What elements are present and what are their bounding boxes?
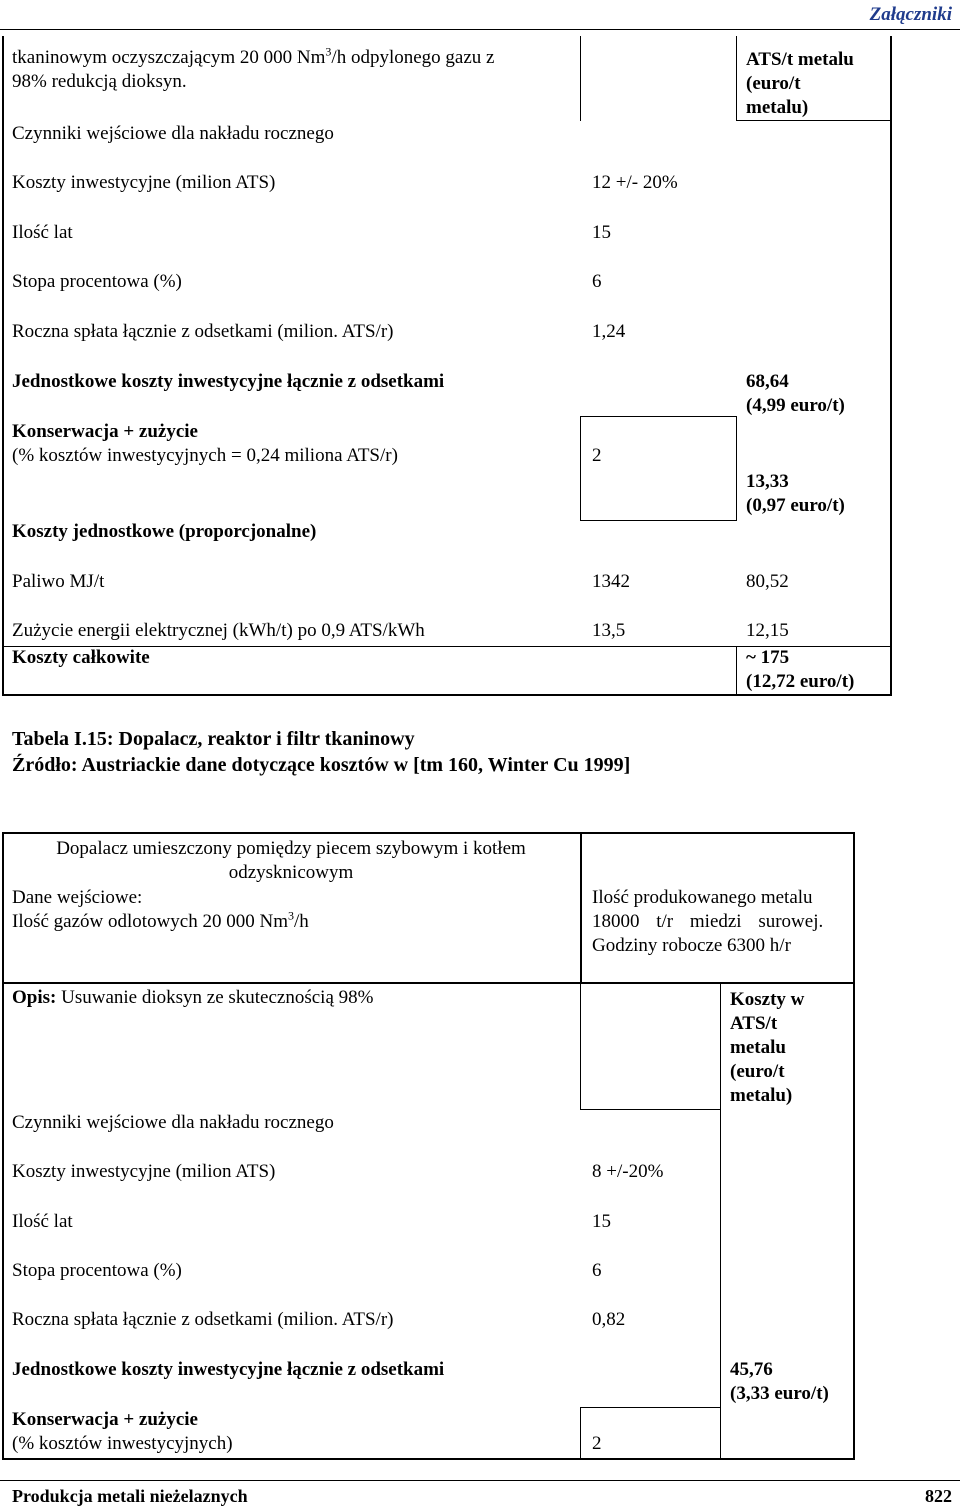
row-value: 6 [592, 271, 602, 292]
total-cost-euro: (12,72 euro/t) [746, 671, 855, 692]
description: Opis: Usuwanie dioksyn ze skutecznością 98% [12, 987, 374, 1008]
production-line-3: Godziny robocze 6300 h/r [592, 935, 791, 956]
row-value: 1,24 [592, 321, 626, 342]
unit-investment-cost: 68,64 [746, 371, 789, 392]
cost-header-4: (euro/t [730, 1061, 785, 1082]
row-label: Roczna spłata łącznie z odsetkami (milion. ATS/r) [12, 321, 394, 342]
unit-investment-label: Jednostkowe koszty inwestycyjne łącznie z odsetkami [12, 1359, 445, 1380]
unit-investment-label: Jednostkowe koszty inwestycyjne łącznie z odsetkami [12, 371, 445, 392]
intro-line-2: 98% redukcją dioksyn. [12, 71, 187, 92]
footer-rule [0, 1480, 960, 1481]
table-source: Źródło: Austriackie dane dotyczące kosztów w [tm 160, Winter Cu 1999] [12, 754, 631, 776]
maintenance-label: Konserwacja + zużycie [12, 1409, 198, 1430]
row-label: Stopa procentowa (%) [12, 271, 182, 292]
page-number: 822 [925, 1486, 952, 1506]
row-value: 0,82 [592, 1309, 626, 1330]
fuel-value: 1342 [592, 571, 630, 592]
row-label: Koszty inwestycyjne (milion ATS) [12, 172, 276, 193]
col3-header-3: metalu) [746, 97, 809, 118]
row-label: Ilość lat [12, 1211, 73, 1232]
row-label: Ilość lat [12, 222, 73, 243]
maintenance-value: 2 [592, 1433, 602, 1454]
footer-title: Produkcja metali nieżelaznych [12, 1486, 248, 1506]
electricity-value: 13,5 [592, 620, 626, 641]
production-line-1: Ilość produkowanego metalu [592, 887, 813, 908]
col3-header-2: (euro/t [746, 73, 801, 94]
maintenance-value: 2 [592, 445, 602, 466]
electricity-label: Zużycie energii elektrycznej (kWh/t) po 0,9 ATS/kWh [12, 620, 425, 641]
cost-header-1: Koszty w [730, 989, 805, 1010]
maintenance-sub: (% kosztów inwestycyjnych) [12, 1433, 233, 1454]
maintenance-sub: (% kosztów inwestycyjnych = 0,24 miliona ATS/r) [12, 445, 398, 466]
row-value: 15 [592, 222, 611, 243]
table-caption: Tabela I.15: Dopalacz, reaktor i filtr tkaninowy [12, 728, 415, 750]
row-value: 6 [592, 1260, 602, 1281]
row-label: Stopa procentowa (%) [12, 1260, 182, 1281]
fuel-cost: 80,52 [746, 571, 789, 592]
row-label: Koszty inwestycyjne (milion ATS) [12, 1161, 276, 1182]
row-value: 12 +/- 20% [592, 172, 678, 193]
running-header: Załączniki [869, 4, 952, 25]
unit-investment-cost: 45,76 [730, 1359, 773, 1380]
unit-proportional-label: Koszty jednostkowe (proporcjonalne) [12, 521, 317, 542]
row-label: Roczna spłata łącznie z odsetkami (milion. ATS/r) [12, 1309, 394, 1330]
fuel-label: Paliwo MJ/t [12, 571, 105, 592]
intro-line-1: tkaninowym oczyszczającym 20 000 Nm$^3$/h odpylonego gazu z [12, 44, 495, 68]
maintenance-cost: 13,33 [746, 471, 789, 492]
cost-header-3: metalu [730, 1037, 786, 1058]
maintenance-label: Konserwacja + zużycie [12, 421, 198, 442]
header-rule [0, 29, 960, 30]
maintenance-cost-euro: (0,97 euro/t) [746, 495, 845, 516]
production-line-2: 18000 t/r miedzi surowej. [592, 911, 824, 932]
table-2-title: Dopalacz umieszczony pomiędzy piecem szybowym i kotłem odzysknicowym [56, 838, 526, 883]
unit-investment-cost-euro: (4,99 euro/t) [746, 395, 845, 416]
inputs-label: Czynniki wejściowe dla nakładu rocznego [12, 123, 334, 144]
input-data-label: Dane wejściowe: [12, 887, 143, 908]
col3-header-1: ATS/t metalu [746, 49, 854, 70]
unit-investment-cost-euro: (3,33 euro/t) [730, 1383, 829, 1404]
gas-volume: Ilość gazów odlotowych 20 000 Nm$^3$/h [12, 908, 309, 932]
cost-header-5: metalu) [730, 1085, 793, 1106]
row-value: 15 [592, 1211, 611, 1232]
total-cost: ~ 175 [746, 647, 790, 668]
row-value: 8 +/-20% [592, 1161, 664, 1182]
electricity-cost: 12,15 [746, 620, 789, 641]
inputs-label: Czynniki wejściowe dla nakładu rocznego [12, 1112, 334, 1133]
total-label: Koszty całkowite [12, 647, 150, 668]
cost-header-2: ATS/t [730, 1013, 778, 1034]
